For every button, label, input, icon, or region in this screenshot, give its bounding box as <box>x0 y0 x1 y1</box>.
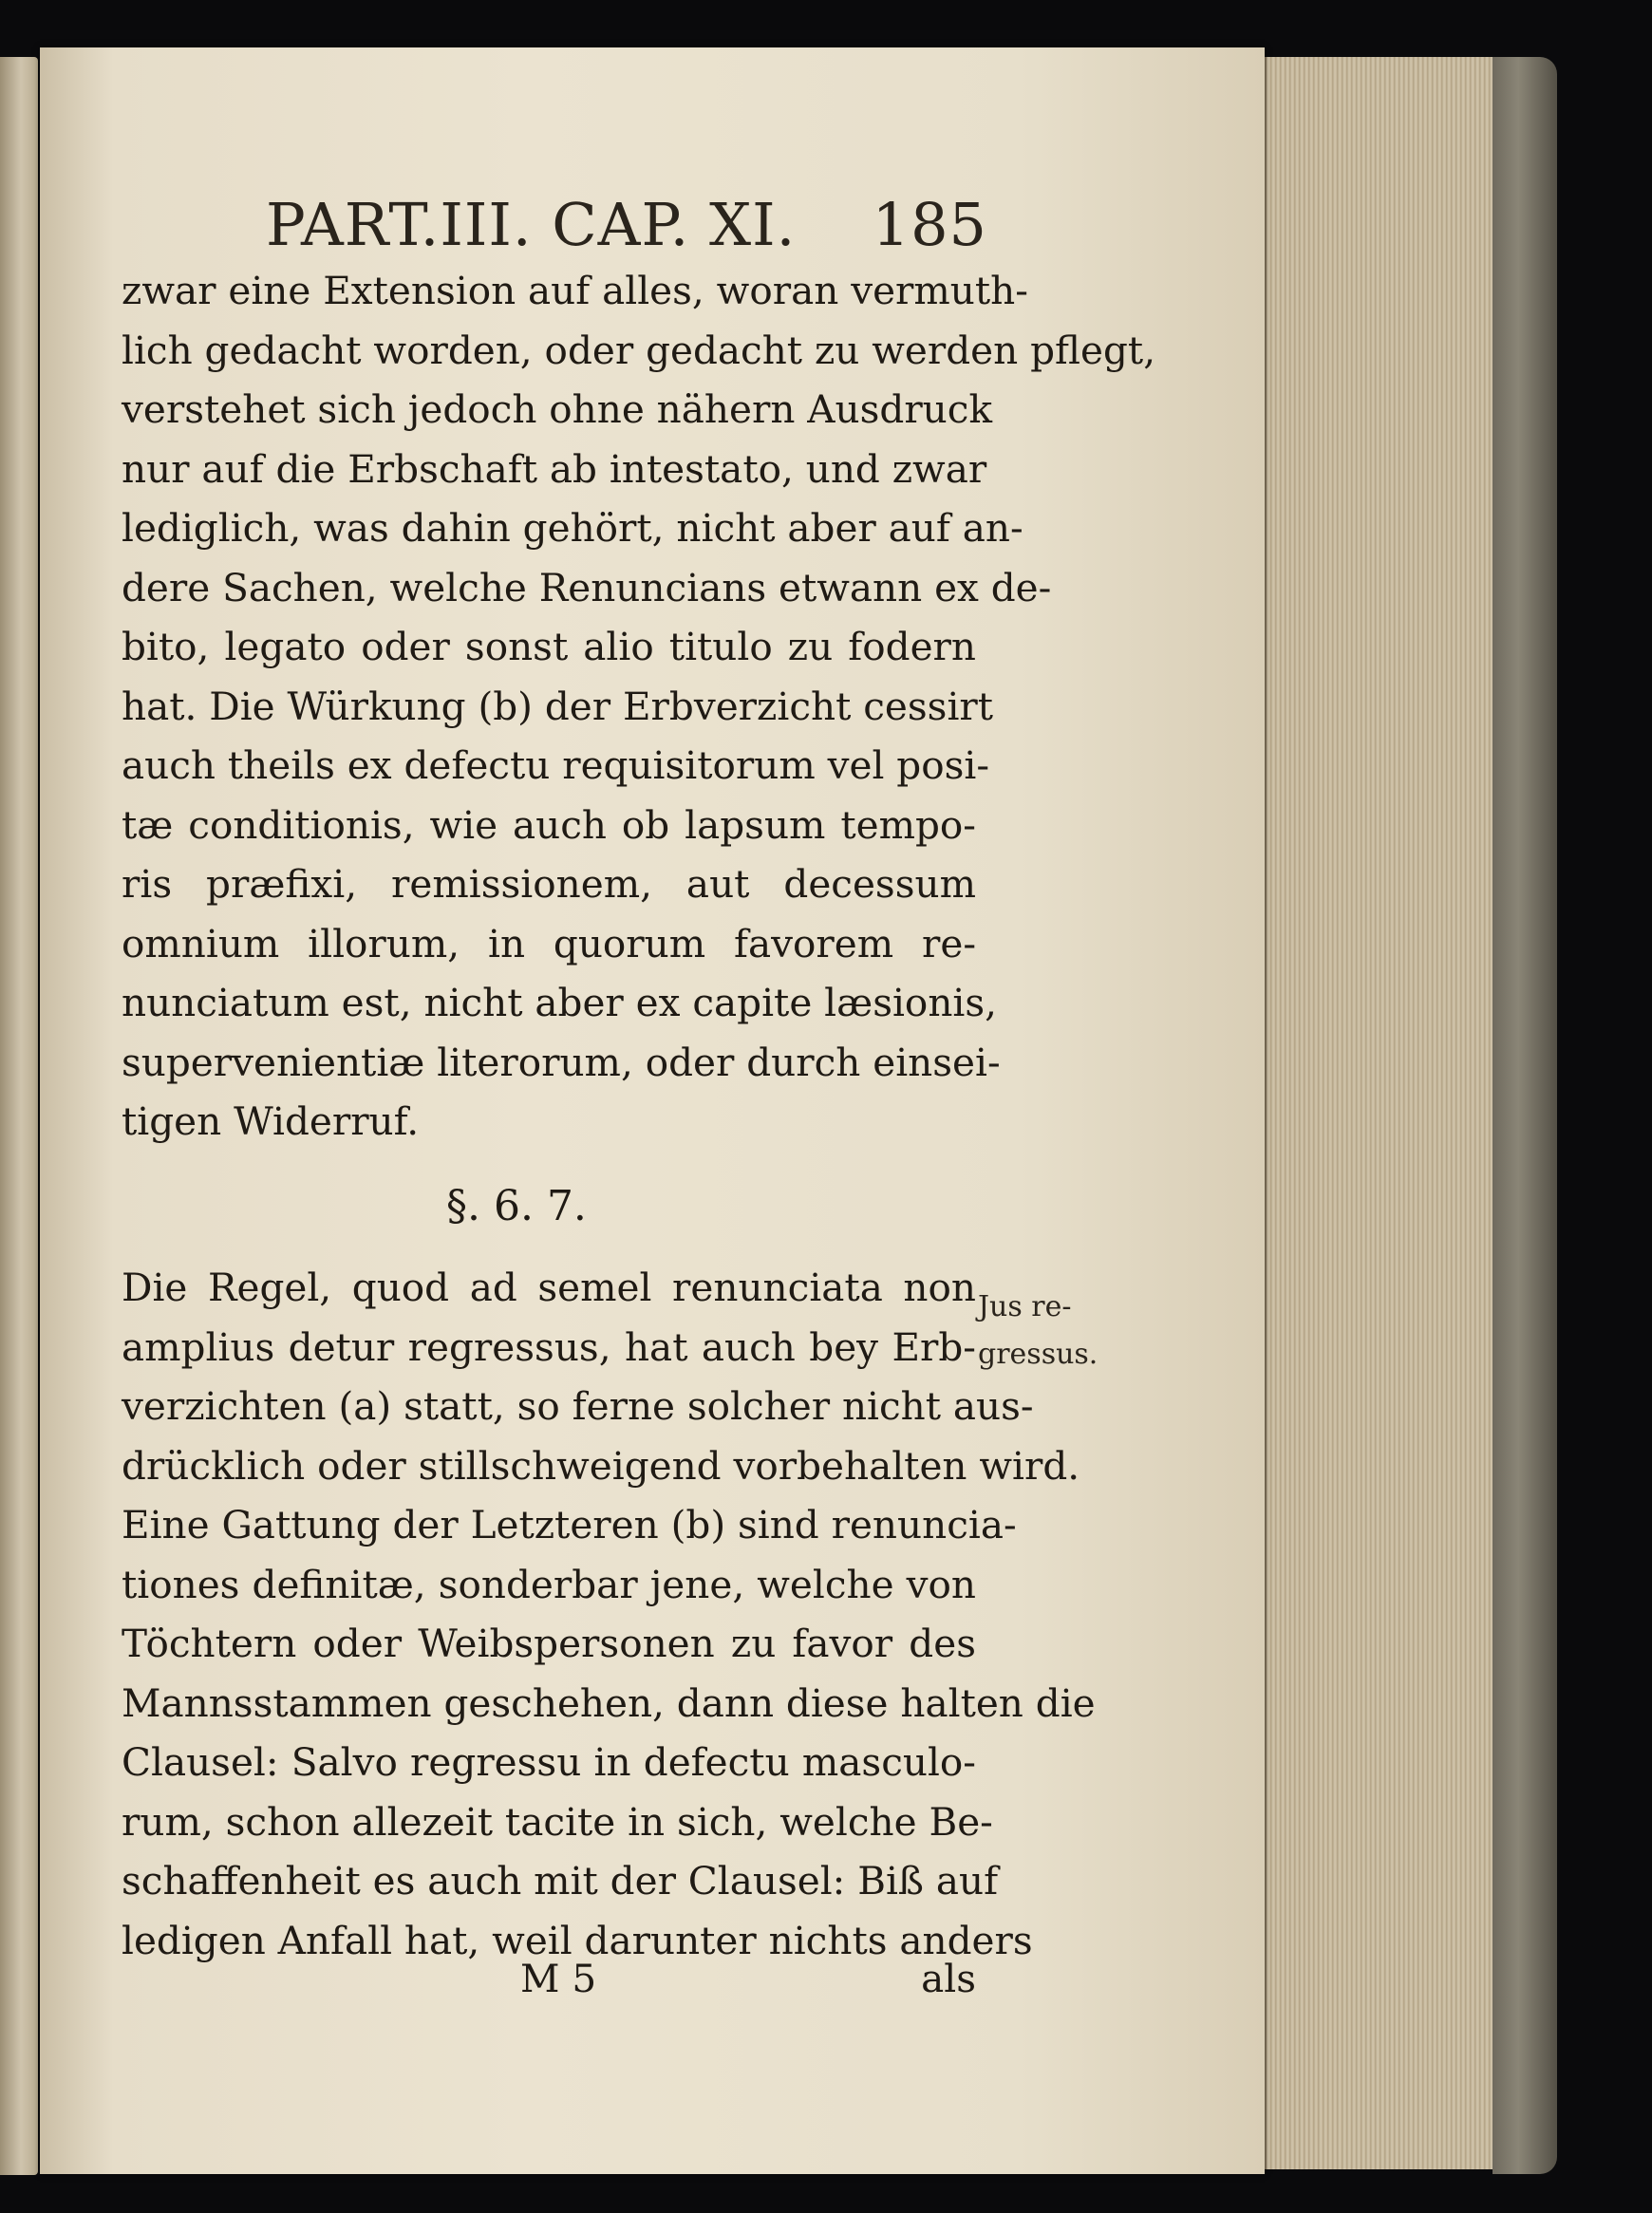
section-heading: §. 6. 7. <box>446 1182 587 1230</box>
margin-note-line: gressus. <box>978 1338 1098 1371</box>
book-fore-edge <box>1265 57 1494 2169</box>
paragraph-continued <box>122 261 1156 1152</box>
text-line: nunciatum est, nicht aber ex capite læsionis, <box>122 980 998 1025</box>
text-line: ledigen Anfall hat, weil darunter nichts anders <box>122 1917 1033 1963</box>
text-line: supervenientiæ literorum, oder durch einsei- <box>122 1039 1001 1085</box>
text-line: Eine Gattung der Letzteren (b) sind renuncia- <box>122 1502 1017 1547</box>
catchline <box>122 1956 976 2015</box>
page-number: 185 <box>872 190 987 259</box>
text-line: lediglich, was dahin gehört, nicht aber auf an- <box>122 505 1023 551</box>
catchword: als <box>921 1956 976 2001</box>
text-line: ris præfixi, remissionem, aut decessum <box>122 861 976 907</box>
running-header <box>266 190 987 259</box>
text-line: rum, schon allezeit tacite in sich, welche Be- <box>122 1798 993 1845</box>
text-line: verzichten (a) statt, so ferne solcher nicht aus- <box>122 1383 1034 1429</box>
text-line: omnium illorum, in quorum favorem re- <box>122 920 976 966</box>
text-line: Clausel: Salvo regressu in defectu masculo- <box>122 1739 976 1785</box>
margin-note <box>978 1284 1098 1378</box>
text-line: nur auf die Erbschaft ab intestato, und zwar <box>122 445 987 492</box>
text-line: zwar eine Extension auf alles, woran vermuth- <box>122 268 1028 313</box>
text-line: lich gedacht worden, oder gedacht zu werden pflegt, <box>122 327 1156 373</box>
text-line: auch theils ex defectu requisitorum vel posi- <box>122 742 990 788</box>
text-line: drücklich oder stillschweigend vorbehalten wird. <box>122 1442 1080 1489</box>
text-line: amplius detur regressus, hat auch bey Erb- <box>122 1323 976 1370</box>
text-line: hat. Die Würkung (b) der Erbverzicht cessirt <box>122 683 994 729</box>
signature-mark: M 5 <box>520 1956 597 2001</box>
facing-page-edge <box>0 57 38 2175</box>
text-line: schaffenheit es auch mit der Clausel: Biß auf <box>122 1858 999 1904</box>
text-line: Mannsstammen geschehen, dann diese halten die <box>122 1679 1096 1726</box>
text-line: Die Regel, quod ad semel renunciata non <box>122 1265 976 1310</box>
text-line: verstehet sich jedoch ohne nähern Ausdruck <box>122 386 992 432</box>
running-title: PART.III. CAP. XI. <box>266 190 797 259</box>
margin-note-line: Jus re- <box>978 1290 1072 1323</box>
text-line: dere Sachen, welche Renuncians etwann ex de- <box>122 564 1052 610</box>
text-line: Töchtern oder Weibspersonen zu favor des <box>122 1621 976 1666</box>
text-line: tiones definitæ, sonderbar jene, welche von <box>122 1561 976 1607</box>
text-line: tæ conditionis, wie auch ob lapsum tempo- <box>122 801 976 848</box>
book-cover-edge <box>1492 57 1557 2174</box>
text-line: tigen Widerruf. <box>122 1098 420 1144</box>
text-line: bito, legato oder sonst alio titulo zu fodern <box>122 624 976 669</box>
